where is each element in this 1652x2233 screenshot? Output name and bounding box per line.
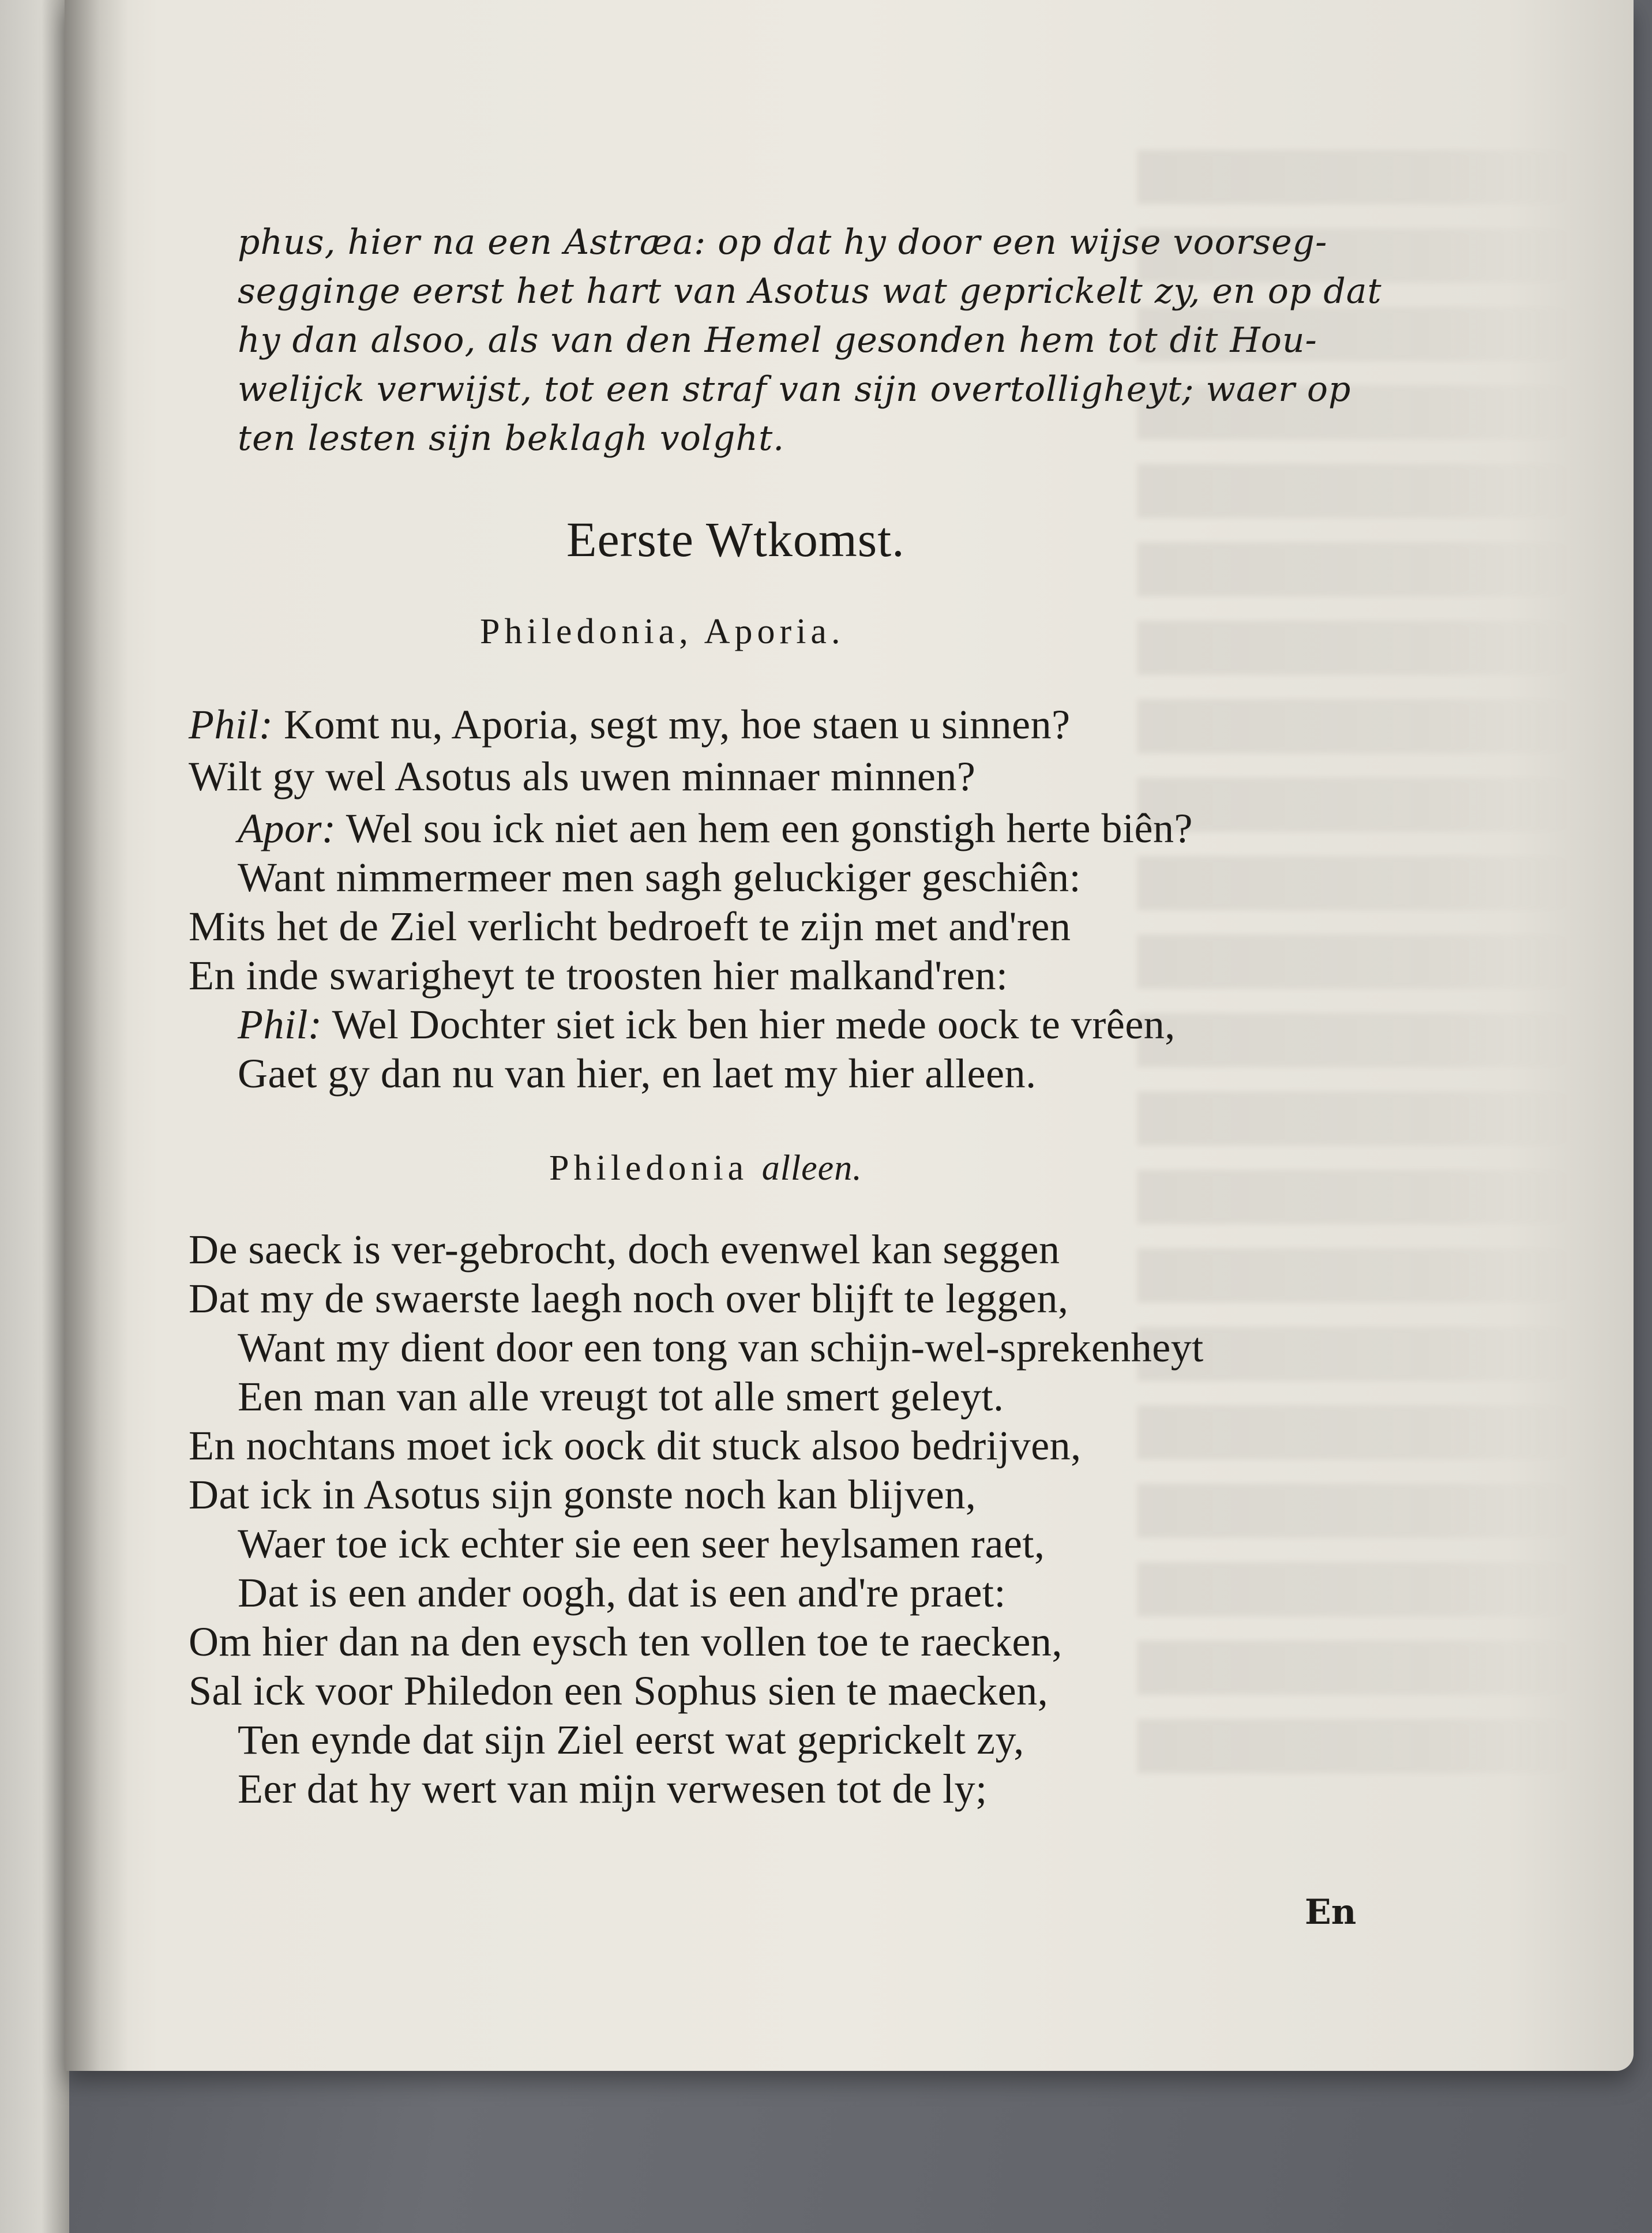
book-page [65,0,1634,2071]
verse-line: Dat is een ander oogh, dat is een and're praet: [238,1570,1006,1616]
scene-title [549,1148,862,1189]
verse-line [238,854,1081,902]
verse-line: Dat ick in Asotus sijn gonste noch kan blijven, [189,1472,977,1518]
intro-line: welijck verwijst, tot een straf van sijn overtolligheyt; waer op [238,369,1351,410]
gutter-shadow [65,0,128,2071]
verse-text: Wilt gy wel Asotus als uwen minnaer minnen? [189,753,976,800]
verse-text: Wel sou ick niet aen hem een gonstigh herte biên? [346,805,1193,851]
section-title: Eerste Wtkomst. [566,512,905,567]
scene-title: Philedonia, Aporia. [480,612,845,651]
verse-text: Wel Dochter siet ick ben hier mede oock te vrêen, [332,1001,1176,1048]
verse-line [189,903,1071,951]
verse-line [189,952,1008,1000]
catchword: En [1305,1892,1357,1932]
intro-line: hy dan alsoo, als van den Hemel gesonden hem tot dit Hou- [238,320,1317,361]
verse-line: Sal ick voor Philedon een Sophus sien te maecken, [189,1668,1049,1714]
verse-text: Gaet gy dan nu van hier, en laet my hier alleen. [238,1050,1037,1097]
verse-text: En inde swarigheyt te troosten hier malkand'ren: [189,952,1008,999]
intro-line: segginge eerst het hart van Asotus wat geprickelt zy, en op dat [238,271,1382,312]
verse-line [238,1001,1176,1049]
previous-page-edge [0,0,69,2233]
verse-line: Waer toe ick echter sie een seer heylsamen raet, [238,1521,1045,1567]
scene-title-name: Philedonia [549,1149,749,1188]
verse-line: Om hier dan na den eysch ten vollen toe te raecken, [189,1619,1062,1665]
verse-line: Een man van alle vreugt tot alle smert geleyt. [238,1373,1004,1420]
speaker-label: Phil: [238,1001,322,1048]
intro-line: ten lesten sijn beklagh volght. [238,418,785,459]
verse-line: Want my dient door een tong van schijn-wel-sprekenheyt [238,1324,1204,1371]
verse-line: Eer dat hy wert van mijn verwesen tot de ly; [238,1766,988,1812]
verse-line: De saeck is ver-gebrocht, doch evenwel kan seggen [189,1226,1060,1273]
intro-line: phus, hier na een Astræa: op dat hy door een wijse voorseg- [238,222,1328,262]
speaker-label: Phil: [189,701,273,748]
speaker-label: Apor: [238,805,336,851]
verse-line: Ten eynde dat sijn Ziel eerst wat geprickelt zy, [238,1717,1024,1763]
scene-title-suffix: alleen. [761,1149,862,1188]
verse-text: Want nimmermeer men sagh geluckiger geschiên: [238,854,1082,900]
verse-line [238,1050,1037,1098]
verse-line [189,753,975,801]
verse-line: Dat my de swaerste laegh noch over blijft te leggen, [189,1275,1069,1322]
verse-line: En nochtans moet ick oock dit stuck alsoo bedrijven, [189,1423,1082,1469]
verse-text: Mits het de Ziel verlicht bedroeft te zijn met and'ren [189,903,1071,950]
verse-text: Komt nu, Aporia, segt my, hoe staen u sinnen? [283,701,1071,748]
verse-line [189,701,1071,749]
verse-line [238,805,1193,853]
